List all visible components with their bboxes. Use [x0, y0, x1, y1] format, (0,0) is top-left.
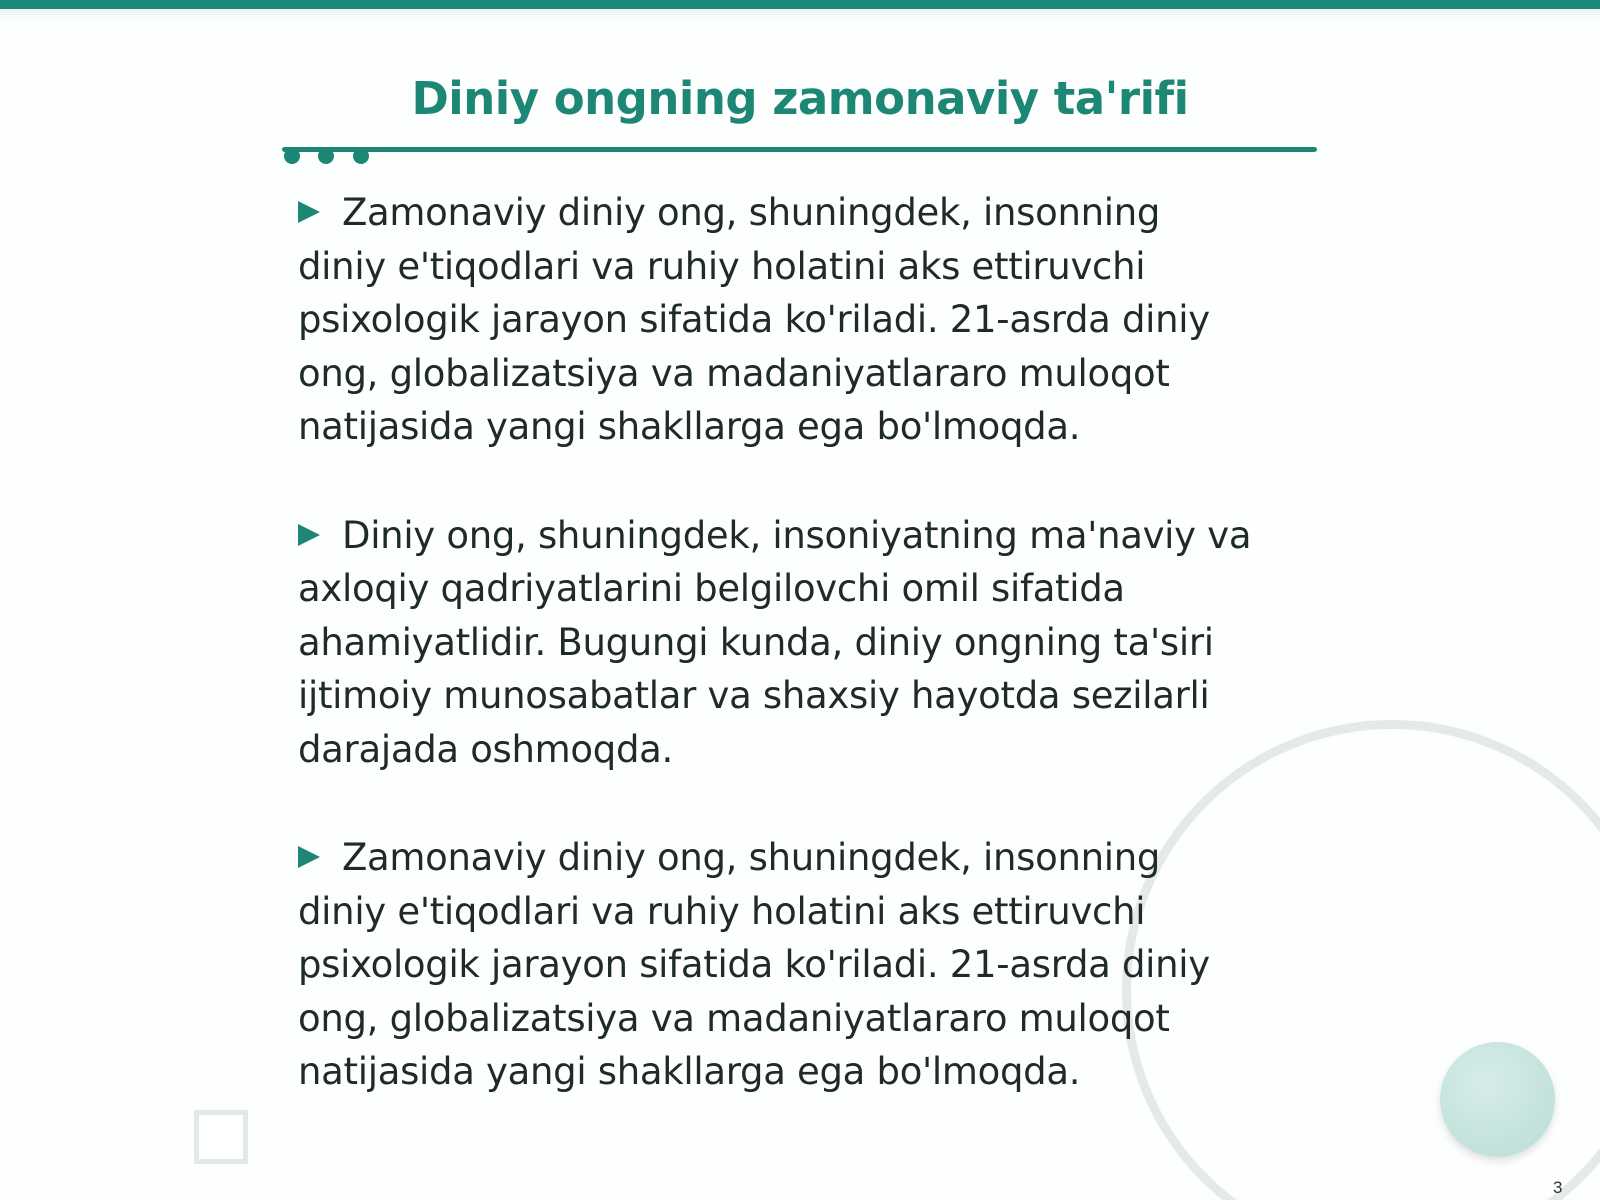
title-underline	[282, 147, 1317, 152]
slide-title: Diniy ongning zamonaviy ta'rifi	[411, 72, 1189, 125]
triangle-bullet-icon	[298, 201, 320, 223]
bullet-list	[298, 186, 1258, 1154]
decorative-square	[194, 1110, 248, 1164]
decorative-circle	[1440, 1042, 1555, 1157]
top-bar-shadow	[0, 9, 1600, 21]
bullet-text: Zamonaviy diniy ong, shuningdek, insonning diniy e'tiqodlari va ruhiy holatini aks ettiruvchi psixologik jarayon sifatida ko'riladi. 21-asrda diniy ong, globalizatsiya va madaniyatlararo muloqot natijasida yangi shakllarga ega bo'lmoqda.	[298, 191, 1210, 448]
underline-dot	[284, 148, 300, 164]
top-accent-bar	[0, 0, 1600, 9]
bullet-item	[298, 186, 1258, 454]
triangle-bullet-icon	[298, 524, 320, 546]
page-number: 3	[1553, 1178, 1563, 1197]
bullet-text: Zamonaviy diniy ong, shuningdek, insonning diniy e'tiqodlari va ruhiy holatini aks ettiruvchi psixologik jarayon sifatida ko'riladi. 21-asrda diniy ong, globalizatsiya va madaniyatlararo muloqot natijasida yangi shakllarga ega bo'lmoqda.	[298, 836, 1210, 1093]
triangle-bullet-icon	[298, 846, 320, 868]
bullet-text: Diniy ong, shuningdek, insoniyatning ma'naviy va axloqiy qadriyatlarini belgilovchi omil sifatida ahamiyatlidir. Bugungi kunda, diniy ongning ta'siri ijtimoiy munosabatlar va shaxsiy hayotda sezilarli darajada oshmoqda.	[298, 513, 1252, 771]
bullet-item	[298, 509, 1258, 777]
underline-dot	[318, 148, 334, 164]
bullet-item	[298, 831, 1258, 1099]
underline-dot	[353, 148, 369, 164]
